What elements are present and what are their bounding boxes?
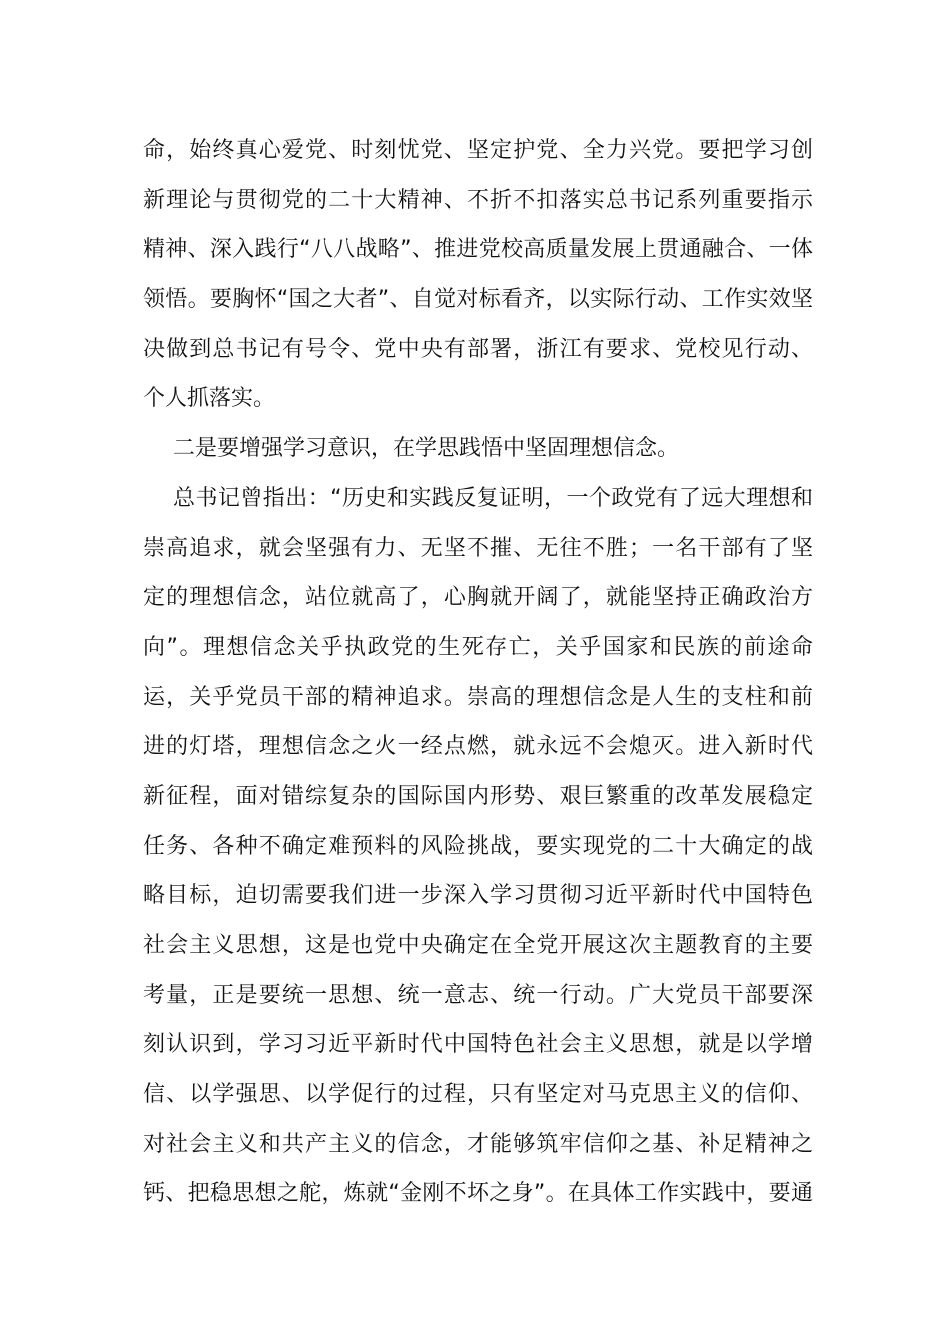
text-line: 刻认识到，学习习近平新时代中国特色社会主义思想，就是以学增 bbox=[143, 1032, 813, 1058]
text-line: 精神、深入践行“八八战略”、推进党校高质量发展上贯通融合、一体 bbox=[143, 237, 813, 263]
text-line: 钙、把稳思想之舵，炼就“金刚不坏之身”。在具体工作实践中，要通 bbox=[143, 1181, 813, 1207]
text-line: 命，始终真心爱党、时刻忧党、坚定护党、全力兴党。要把学习创 bbox=[143, 138, 813, 163]
text-line: 向”。理想信念关乎执政党的生死存亡，关乎国家和民族的前途命 bbox=[143, 634, 813, 660]
body-text bbox=[143, 126, 813, 1219]
text-line: 信、以学强思、以学促行的过程，只有坚定对马克思主义的信仰、 bbox=[143, 1082, 813, 1108]
text-line: 总书记曾指出：“历史和实践反复证明，一个政党有了远大理想和 bbox=[173, 485, 813, 511]
text-line: 社会主义思想，这是也党中央确定在全党开展这次主题教育的主要 bbox=[143, 933, 813, 958]
text-line: 个人抓落实。 bbox=[143, 386, 276, 412]
section-heading: 二是要增强学习意识，在学思践悟中坚固理想信念。 bbox=[173, 436, 680, 462]
text-line: 新征程，面对错综复杂的国际国内形势、艰巨繁重的改革发展稳定 bbox=[143, 783, 813, 809]
text-line: 运，关乎党员干部的精神追求。崇高的理想信念是人生的支柱和前 bbox=[143, 684, 813, 710]
text-line: 略目标，迫切需要我们进一步深入学习贯彻习近平新时代中国特色 bbox=[143, 883, 813, 909]
text-line: 领悟。要胸怀“国之大者”、自觉对标看齐，以实际行动、工作实效坚 bbox=[143, 287, 813, 313]
text-line: 任务、各种不确定难预料的风险挑战，要实现党的二十大确定的战 bbox=[143, 833, 813, 859]
text-line: 考量，正是要统一思想、统一意志、统一行动。广大党员干部要深 bbox=[143, 982, 813, 1008]
text-line: 决做到总书记有号令、党中央有部署，浙江有要求、党校见行动、 bbox=[143, 336, 813, 362]
text-line: 新理论与贯彻党的二十大精神、不折不扣落实总书记系列重要指示 bbox=[143, 187, 813, 213]
text-line: 崇高追求，就会坚强有力、无坚不摧、无往不胜；一名干部有了坚 bbox=[143, 535, 813, 561]
text-line: 对社会主义和共产主义的信念，才能够筑牢信仰之基、补足精神之 bbox=[143, 1131, 813, 1157]
text-line: 定的理想信念，站位就高了，心胸就开阔了，就能坚持正确政治方 bbox=[143, 585, 813, 611]
text-line: 进的灯塔，理想信念之火一经点燃，就永远不会熄灭。进入新时代 bbox=[143, 734, 813, 760]
